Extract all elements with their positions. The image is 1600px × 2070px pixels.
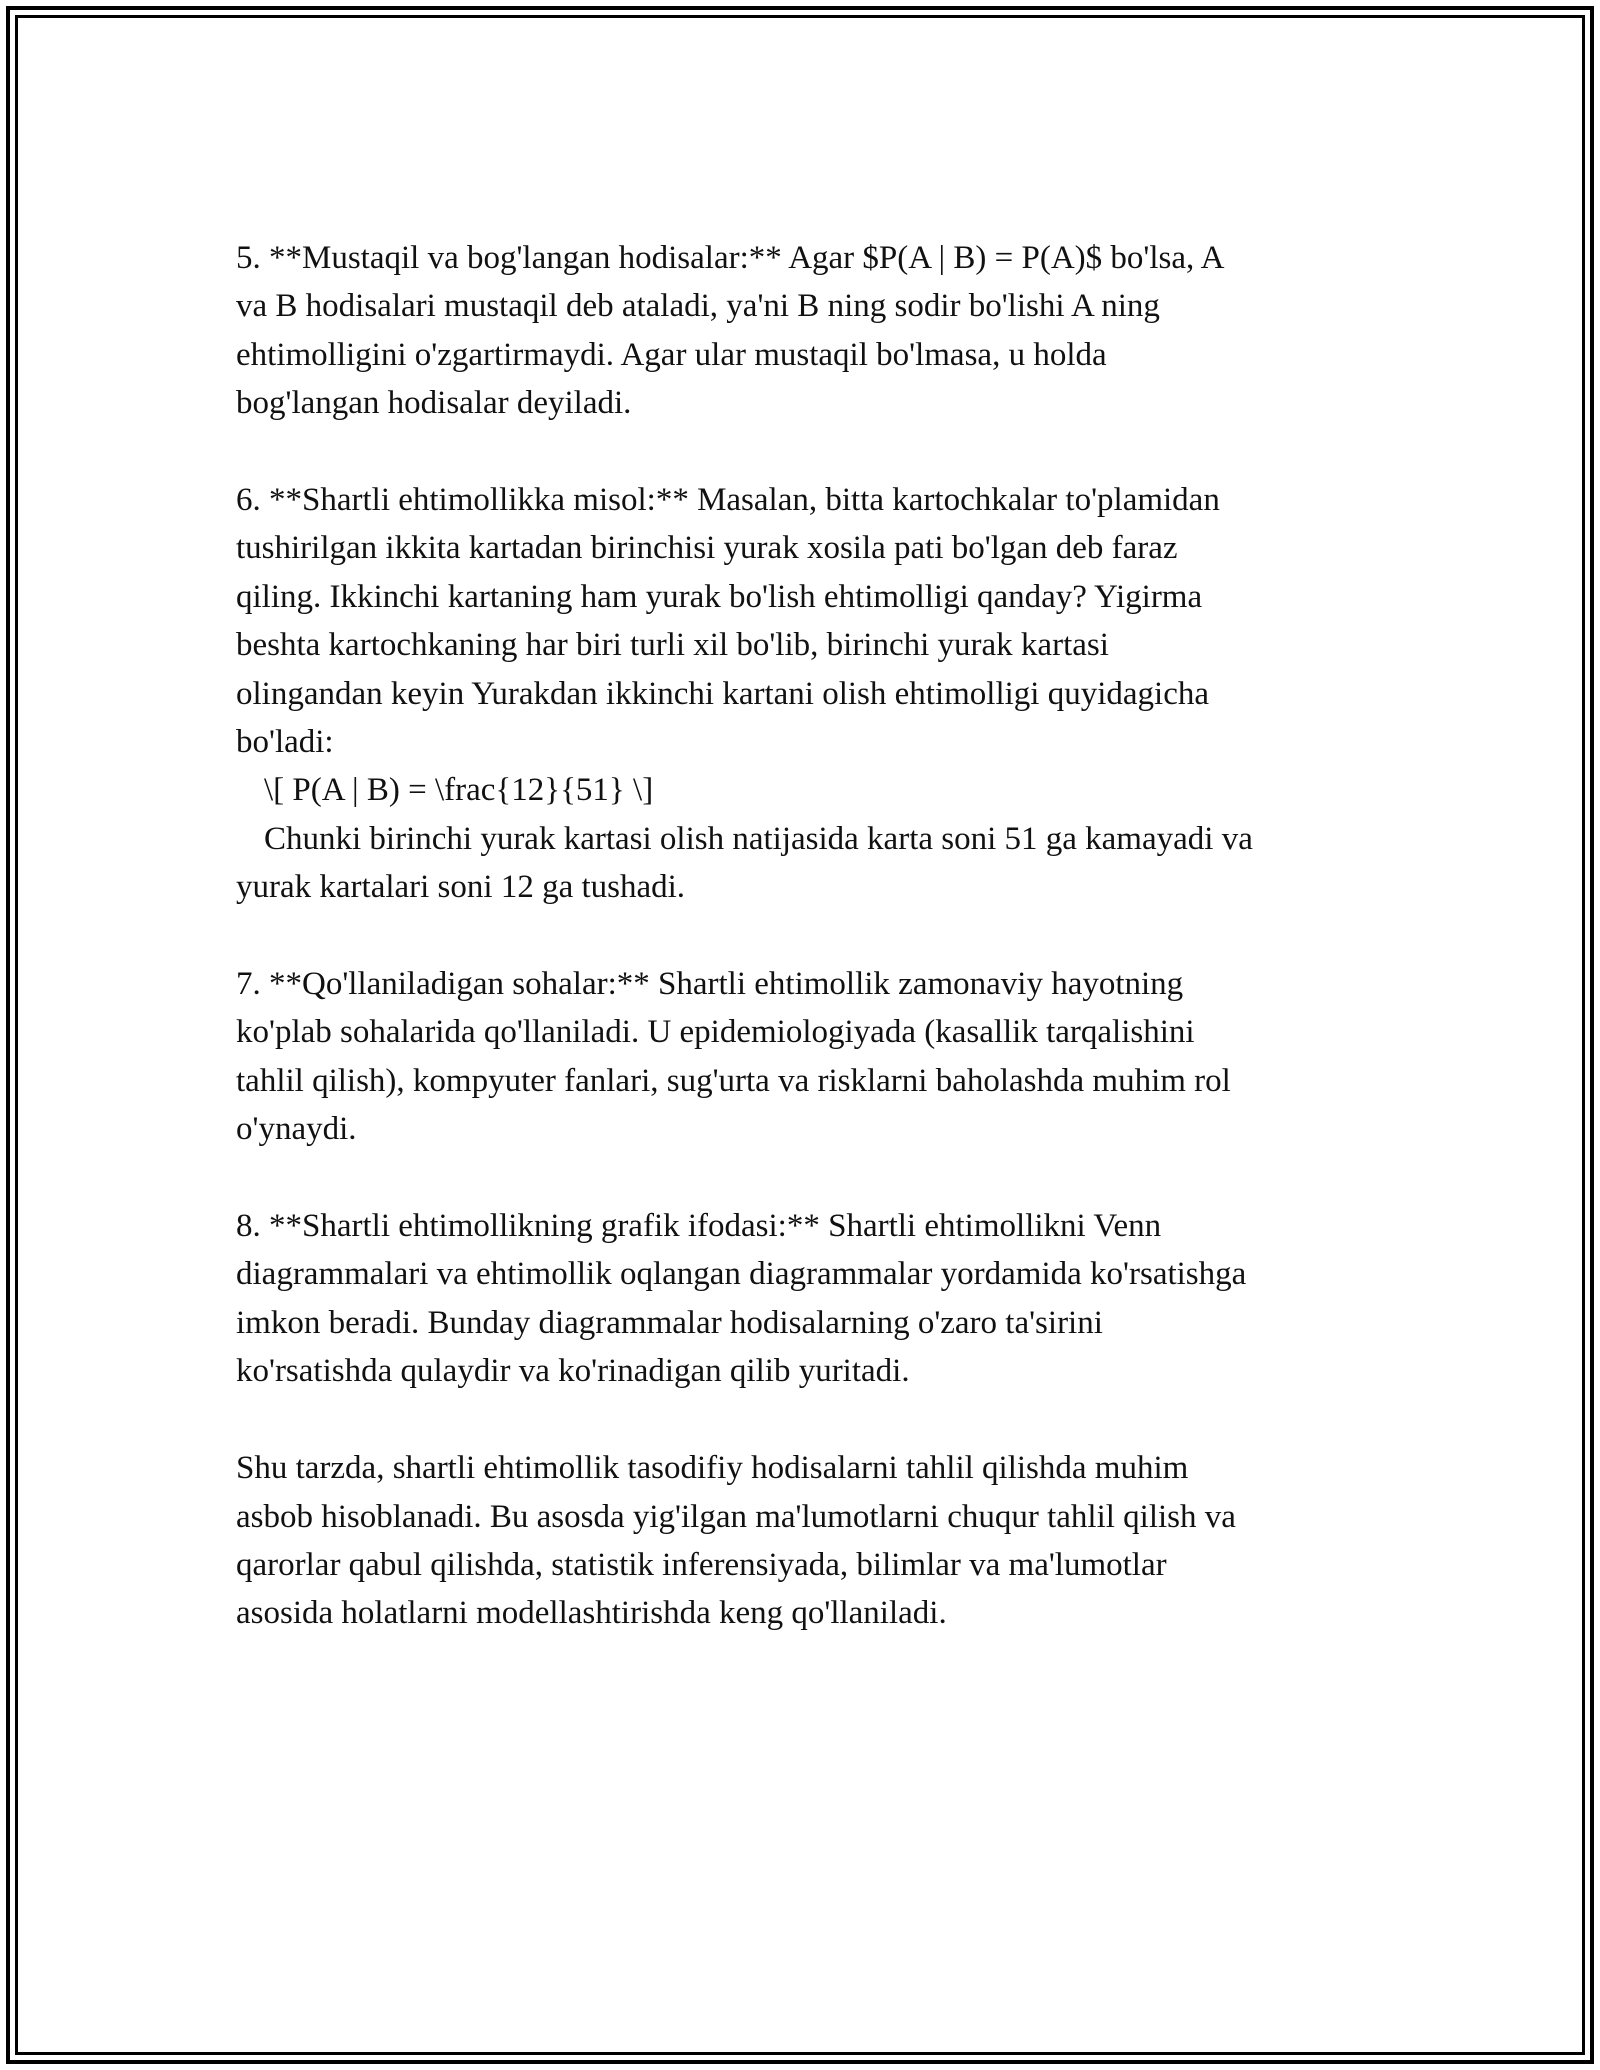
text-line: qiling. Ikkinchi kartaning ham yurak bo'lish ehtimolligi qanday? Yigirma <box>236 578 1203 615</box>
text-line: yurak kartalari soni 12 ga tushadi. <box>236 869 686 906</box>
text-line: ehtimolligini o'zgartirmaydi. Agar ular mustaqil bo'lmasa, u holda <box>236 336 1107 373</box>
text-line: 5. **Mustaqil va bog'langan hodisalar:** Agar $P(A | B) = P(A)$ bo'lsa, A <box>236 240 1225 276</box>
text-line: o'ynaydi. <box>236 1111 357 1148</box>
paragraph-conclusion <box>236 1444 1376 1638</box>
text-line: diagrammalari va ehtimollik oqlangan diagrammalar yordamida ko'rsatishga <box>236 1256 1247 1293</box>
text-line: beshta kartochkaning har biri turli xil bo'lib, birinchi yurak kartasi <box>236 627 1109 664</box>
text-line: va B hodisalari mustaqil deb ataladi, ya'ni B ning sodir bo'lishi A ning <box>236 288 1160 325</box>
text-line: 6. **Shartli ehtimollikka misol:** Masalan, bitta kartochkalar to'plamidan <box>236 482 1220 519</box>
text-line: olingandan keyin Yurakdan ikkinchi kartani olish ehtimolligi quyidagicha <box>236 675 1209 712</box>
formula-line: \[ P(A | B) = \frac{12}{51} \] <box>264 772 654 809</box>
text-line: imkon beradi. Bunday diagrammalar hodisalarning o'zaro ta'sirini <box>236 1304 1103 1341</box>
text-line: ko'plab sohalarida qo'llaniladi. U epidemiologiyada (kasallik tarqalishini <box>236 1014 1195 1051</box>
text-line: Shu tarzda, shartli ehtimollik tasodifiy hodisalarni tahlil qilishda muhim <box>236 1450 1189 1487</box>
text-line: 8. **Shartli ehtimollikning grafik ifodasi:** Shartli ehtimollikni Venn <box>236 1208 1162 1245</box>
paragraph-8-graphical <box>236 1202 1376 1396</box>
text-line: asosida holatlarni modellashtirishda keng qo'llaniladi. <box>236 1595 947 1632</box>
paragraph-6-example <box>236 476 1376 912</box>
text-line: 7. **Qo'llaniladigan sohalar:** Shartli ehtimollik zamonaviy hayotning <box>236 966 1184 1003</box>
document-body <box>236 234 1376 1638</box>
paragraph-5-independent-events <box>236 234 1376 428</box>
text-line: qarorlar qabul qilishda, statistik inferensiyada, bilimlar va ma'lumotlar <box>236 1546 1167 1583</box>
paragraph-7-applications <box>236 960 1376 1154</box>
text-line: tahlil qilish), kompyuter fanlari, sug'urta va risklarni baholashda muhim rol <box>236 1062 1231 1099</box>
text-line: bog'langan hodisalar deyiladi. <box>236 385 632 422</box>
text-line: ko'rsatishda qulaydir va ko'rinadigan qilib yuritadi. <box>236 1353 910 1390</box>
text-line: tushirilgan ikkita kartadan birinchisi yurak xosila pati bo'lgan deb faraz <box>236 530 1178 567</box>
text-line: asbob hisoblanadi. Bu asosda yig'ilgan ma'lumotlarni chuqur tahlil qilish va <box>236 1498 1236 1535</box>
text-line: bo'ladi: <box>236 724 334 761</box>
text-line: Chunki birinchi yurak kartasi olish natijasida karta soni 51 ga kamayadi va <box>264 820 1253 857</box>
